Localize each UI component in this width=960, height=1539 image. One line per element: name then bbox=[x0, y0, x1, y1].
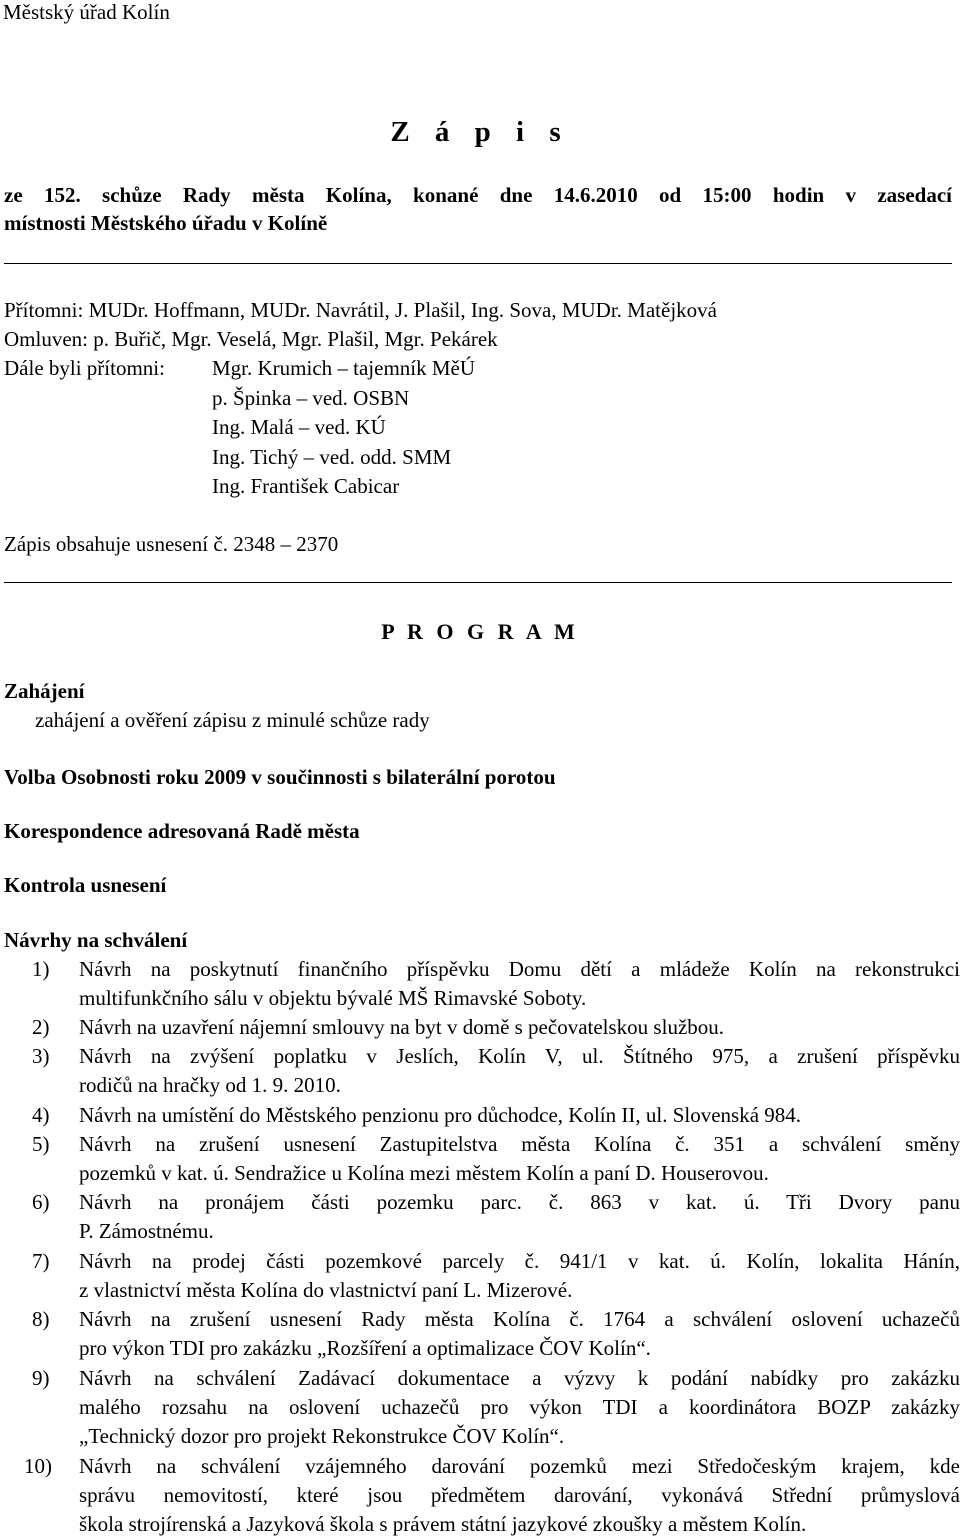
item-line: Návrh na pronájem části pozemku parc. č. 863 v kat. ú. Tři Dvory panu bbox=[79, 1190, 960, 1214]
item-text bbox=[79, 1247, 960, 1305]
section-heading: Volba Osobnosti roku 2009 v součinnosti s bilaterální porotou bbox=[4, 765, 556, 789]
also-present-item: Ing. Tichý – ved. odd. SMM bbox=[212, 445, 452, 469]
item-line: Návrh na uzavření nájemní smlouvy na byt v domě s pečovatelskou službou. bbox=[79, 1015, 725, 1039]
item-text bbox=[79, 1130, 960, 1188]
item-line: rodičů na hračky od 1. 9. 2010. bbox=[79, 1073, 341, 1097]
present-line: Přítomni: MUDr. Hoffmann, MUDr. Navrátil, J. Plašil, Ing. Sova, MUDr. Matějková bbox=[4, 298, 717, 322]
item-line: Návrh na prodej části pozemkové parcely č. 941/1 v kat. ú. Kolín, lokalita Hánín, bbox=[79, 1249, 960, 1273]
also-present-label: Dále byli přítomni: bbox=[4, 356, 165, 380]
subtitle-line: ze 152. schůze Rady města Kolína, konané dne 14.6.2010 od 15:00 hodin v zasedací bbox=[4, 183, 952, 207]
section-heading: Korespondence adresovaná Radě města bbox=[4, 819, 360, 843]
item-line: Návrh na zrušení usnesení Zastupitelstva města Kolína č. 351 a schválení směny bbox=[79, 1132, 960, 1156]
section-heading: Návrhy na schválení bbox=[4, 928, 188, 952]
item-line: Návrh na poskytnutí finančního příspěvku Domu dětí a mládeže Kolín na rekonstrukci bbox=[79, 957, 960, 981]
item-line: Návrh na schválení Zadávací dokumentace a výzvy k podání nabídky pro zakázku bbox=[79, 1366, 960, 1390]
item-line: P. Zámostnému. bbox=[79, 1219, 214, 1243]
item-number: 9) bbox=[32, 1366, 50, 1390]
document-title: Z á p i s bbox=[390, 116, 570, 148]
item-number: 2) bbox=[32, 1015, 50, 1039]
also-present-item: Mgr. Krumich – tajemník MěÚ bbox=[212, 356, 476, 380]
also-present-item: Ing. Malá – ved. KÚ bbox=[212, 415, 386, 439]
item-number: 3) bbox=[32, 1044, 50, 1068]
item-text bbox=[79, 1452, 960, 1539]
item-number: 10) bbox=[24, 1454, 52, 1478]
program-heading: P R O G R A M bbox=[381, 619, 579, 644]
also-present-item: p. Špinka – ved. OSBN bbox=[212, 386, 410, 410]
item-text bbox=[79, 955, 960, 1013]
item-number: 1) bbox=[32, 957, 50, 981]
item-line: Návrh na zrušení usnesení Rady města Kolína č. 1764 a schválení oslovení uchazečů bbox=[79, 1307, 960, 1331]
item-number: 5) bbox=[32, 1132, 50, 1156]
item-line: správu nemovitostí, které jsou předmětem darování, vykonává Střední průmyslová bbox=[79, 1483, 960, 1507]
item-line: škola strojírenská a Jazyková škola s právem státní jazykové zkoušky a městem Kolín. bbox=[79, 1512, 807, 1536]
item-text bbox=[79, 1042, 960, 1100]
item-number: 6) bbox=[32, 1190, 50, 1214]
office-header: Městský úřad Kolín bbox=[3, 0, 170, 24]
item-text bbox=[79, 1101, 960, 1130]
resolutions-line: Zápis obsahuje usnesení č. 2348 – 2370 bbox=[4, 532, 339, 556]
item-line: pozemků v kat. ú. Sendražice u Kolína mezi městem Kolín a paní D. Houserovou. bbox=[79, 1161, 769, 1185]
meeting-subtitle bbox=[4, 181, 952, 237]
horizontal-rule bbox=[4, 263, 952, 264]
item-text bbox=[79, 1305, 960, 1363]
item-text bbox=[79, 1364, 960, 1451]
excused-line: Omluven: p. Buřič, Mgr. Veselá, Mgr. Plašil, Mgr. Pekárek bbox=[4, 327, 498, 351]
item-line: Návrh na umístění do Městského penzionu pro důchodce, Kolín II, ul. Slovenská 984. bbox=[79, 1103, 802, 1127]
opening-text: zahájení a ověření zápisu z minulé schůze rady bbox=[35, 708, 430, 732]
opening-heading: Zahájení bbox=[4, 679, 85, 703]
item-line: „Technický dozor pro projekt Rekonstrukce ČOV Kolín“. bbox=[79, 1424, 565, 1448]
item-text bbox=[79, 1188, 960, 1246]
item-text bbox=[79, 1013, 960, 1042]
item-line: Návrh na schválení vzájemného darování pozemků mezi Středočeským krajem, kde bbox=[79, 1454, 960, 1478]
also-present-item: Ing. František Cabicar bbox=[212, 474, 400, 498]
item-line: z vlastnictví města Kolína do vlastnictví paní L. Mizerové. bbox=[79, 1278, 573, 1302]
item-line: malého rozsahu na oslovení uchazečů pro výkon TDI a koordinátora BOZP zakázky bbox=[79, 1395, 960, 1419]
item-number: 4) bbox=[32, 1103, 50, 1127]
subtitle-line: místnosti Městského úřadu v Kolíně bbox=[4, 211, 328, 235]
item-number: 8) bbox=[32, 1307, 50, 1331]
section-heading: Kontrola usnesení bbox=[4, 873, 167, 897]
item-line: multifunkčního sálu v objektu bývalé MŠ Rimavské Soboty. bbox=[79, 986, 587, 1010]
item-line: Návrh na zvýšení poplatku v Jeslích, Kolín V, ul. Štítného 975, a zrušení příspěvku bbox=[79, 1044, 960, 1068]
item-line: pro výkon TDI pro zakázku „Rozšíření a optimalizace ČOV Kolín“. bbox=[79, 1336, 651, 1360]
horizontal-rule bbox=[4, 582, 952, 583]
item-number: 7) bbox=[32, 1249, 50, 1273]
